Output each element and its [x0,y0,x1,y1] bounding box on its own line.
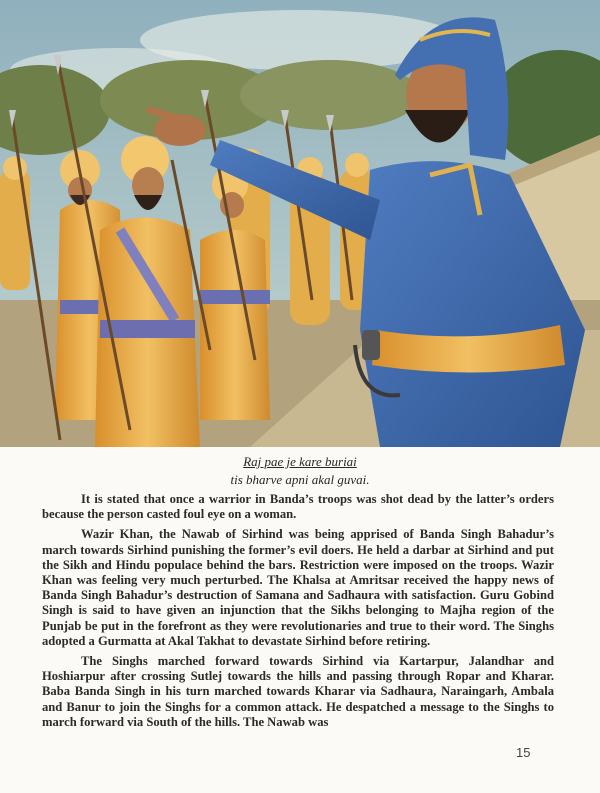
verse-line-2: tis bharve apni akal guvai. [230,472,370,487]
paragraph-2: Wazir Khan, the Nawab of Sirhind was being apprised of Banda Singh Bahadur’s march towards Sirhind punishing the former’s evil doers. He held a darbar at Sirhind and put the Sikh and Hindu populace behind the bars. Restriction were imposed on the troops. Wazir Khan was feeling very much perturbed. The Khalsa at Amritsar received the happy news of Banda Singh Bahadur’s destruction of Samana and Sadhaura with satisfaction. Guru Gobind Singh is said to have given an injunction that the Sikhs belonging to Majha region of the Punjab be put in the forefront as they were revolutionaries and true to their word. The Singhs adopted a Gurmatta at Akal Takhat to devastate Sirhind before retiring. [42,527,554,648]
body-text [42,492,554,735]
verse-line-1: Raj pae je kare buriai [243,454,357,469]
paragraph-3: The Singhs marched forward towards Sirhind via Kartarpur, Jalandhar and Hoshiarpur after crossing Sutlej towards the hills and passing through Ropar and Kharar. Baba Banda Singh in his turn marched towards Kharar via Sadhaura, Naraingarh, Ambala and Banur to join the Singhs for a common attack. He despatched a message to the Singhs to march forward via South of the hills. The Nawab was [42,654,554,729]
paragraph-1: It is stated that once a warrior in Banda’s troops was shot dead by the latter’s orders because the person casted foul eye on a woman. [42,492,554,522]
page-number: 15 [516,745,531,760]
